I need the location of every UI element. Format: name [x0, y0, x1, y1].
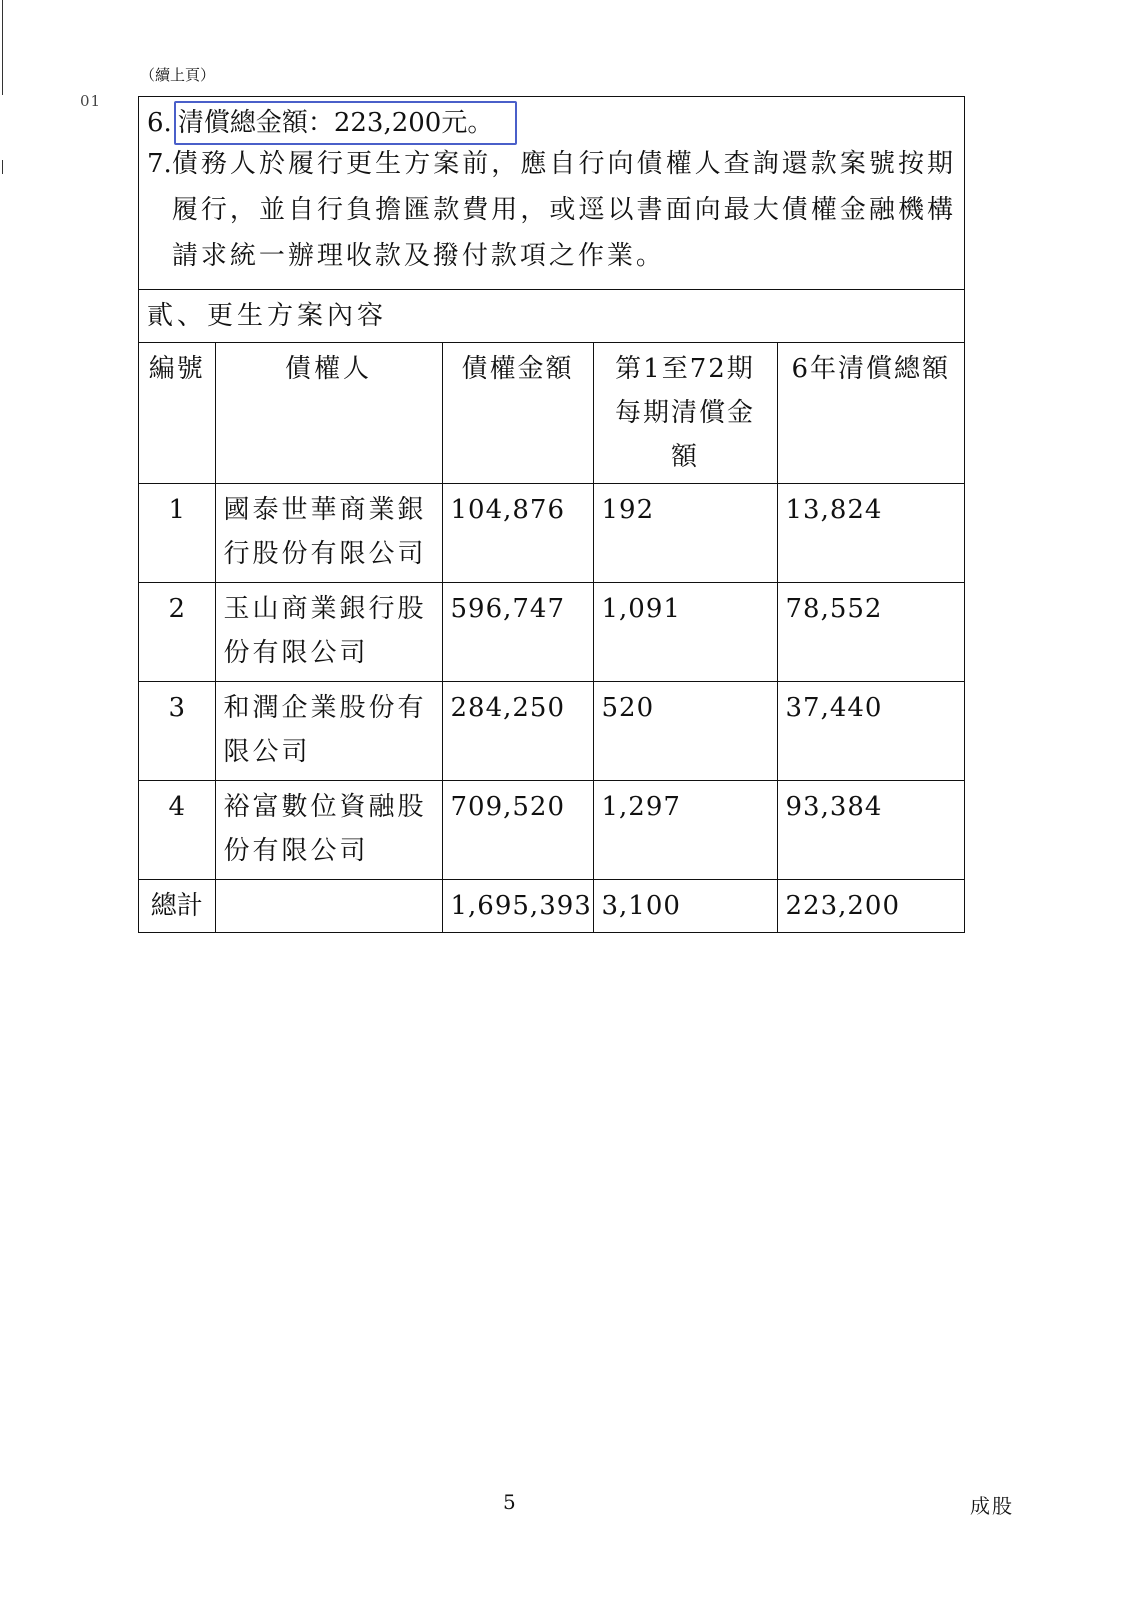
- item-6-number: 6.: [147, 108, 172, 138]
- row-per-period: 1,297: [593, 781, 777, 880]
- row-claim: 284,250: [442, 682, 593, 781]
- row-no: 2: [139, 583, 215, 682]
- continued-label: （續上頁）: [140, 66, 216, 84]
- terms-list: [139, 97, 964, 290]
- row-no: 3: [139, 682, 215, 781]
- table-header-row: [139, 343, 964, 484]
- total-creditor: [215, 880, 442, 933]
- table-row: [139, 484, 964, 583]
- document-frame: [138, 96, 965, 933]
- row-total-6yr: 93,384: [777, 781, 964, 880]
- item-7: [147, 141, 956, 279]
- row-total-6yr: 37,440: [777, 682, 964, 781]
- court-division-stamp: 成股: [970, 1494, 1014, 1518]
- row-creditor: 裕富數位資融股份有限公司: [215, 781, 442, 880]
- header-creditor: 債權人: [215, 343, 442, 484]
- row-no: 1: [139, 484, 215, 583]
- header-no: 編號: [139, 343, 215, 484]
- row-per-period: 1,091: [593, 583, 777, 682]
- item-6: [147, 101, 956, 141]
- section-title: 貳、更生方案內容: [139, 290, 964, 343]
- margin-rule-mark: [2, 160, 3, 174]
- table-row: [139, 682, 964, 781]
- row-creditor: 和潤企業股份有限公司: [215, 682, 442, 781]
- total-6yr: 223,200: [777, 880, 964, 933]
- line-number: 01: [80, 92, 102, 110]
- repayment-plan-table: [139, 343, 964, 932]
- page-number: 5: [503, 1490, 516, 1514]
- row-per-period: 192: [593, 484, 777, 583]
- header-claim: 債權金額: [442, 343, 593, 484]
- header-per-period: 第1至72期每期清償金額: [593, 343, 777, 484]
- header-total-6yr: 6年清償總額: [777, 343, 964, 484]
- row-total-6yr: 78,552: [777, 583, 964, 682]
- row-creditor: 玉山商業銀行股份有限公司: [215, 583, 442, 682]
- row-total-6yr: 13,824: [777, 484, 964, 583]
- row-claim: 709,520: [442, 781, 593, 880]
- row-claim: 104,876: [442, 484, 593, 583]
- total-per-period: 3,100: [593, 880, 777, 933]
- item-7-number: 7.: [147, 149, 172, 179]
- row-no: 4: [139, 781, 215, 880]
- row-per-period: 520: [593, 682, 777, 781]
- table-total-row: [139, 880, 964, 933]
- row-claim: 596,747: [442, 583, 593, 682]
- table-row: [139, 781, 964, 880]
- item-7-text: 債務人於履行更生方案前，應自行向債權人查詢還款案號按期履行，並自行負擔匯款費用，或逕以書面向最大債權金融機構請求統一辦理收款及撥付款項之作業。: [171, 149, 956, 271]
- total-claim: 1,695,393: [442, 880, 593, 933]
- row-creditor: 國泰世華商業銀行股份有限公司: [215, 484, 442, 583]
- table-row: [139, 583, 964, 682]
- margin-rule: [2, 0, 3, 95]
- item-6-highlight: 清償總金額：223,200元。: [174, 101, 518, 145]
- total-label: 總計: [139, 880, 215, 933]
